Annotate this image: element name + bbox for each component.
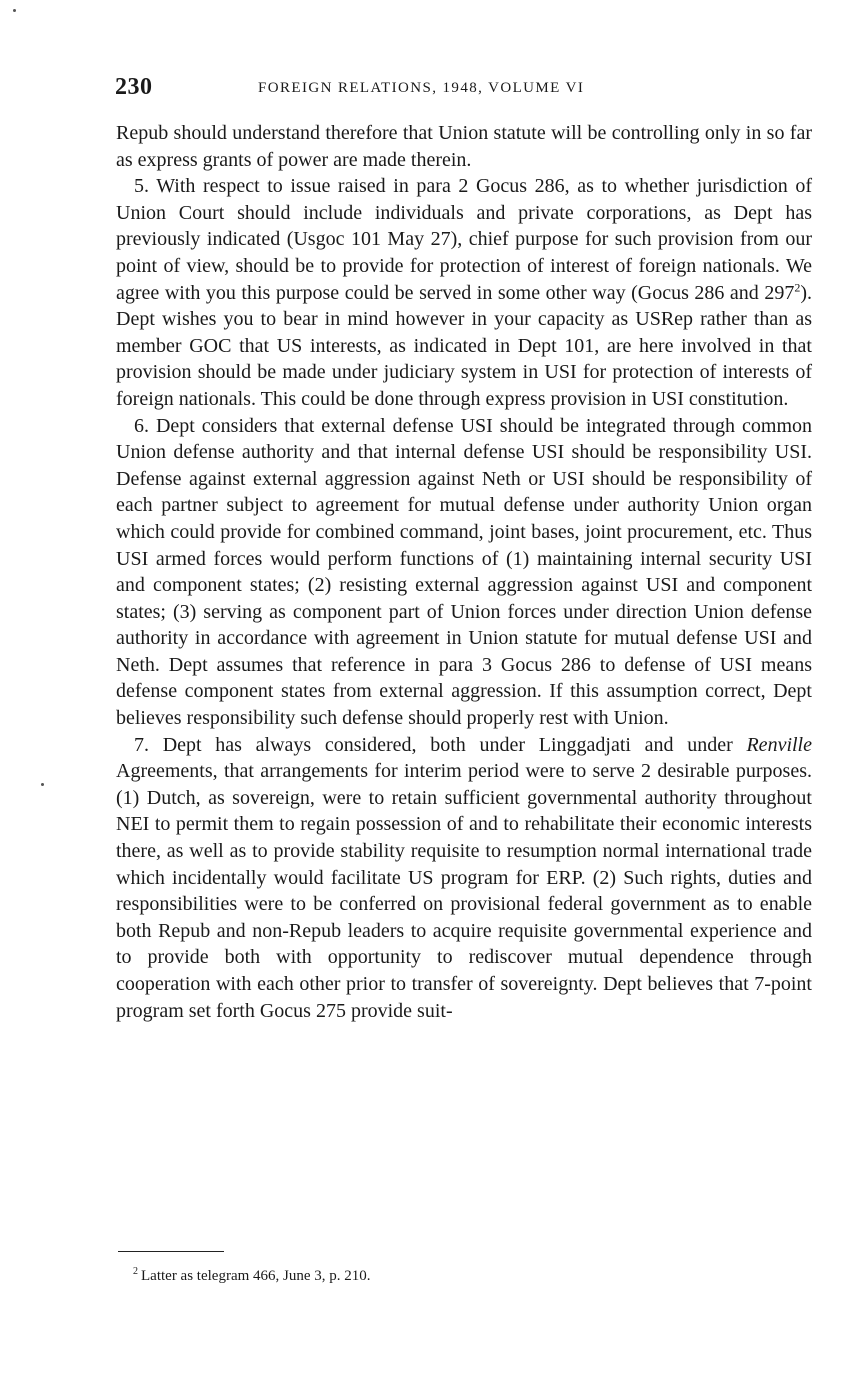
paragraph-7-text-b: Agreements, that arrangements for interim period were to serve 2 desirable purposes. (1) Dutch, as sovereign, were to retain sufficient governmental authority throughout NEI to permit them to regain possession of and to rehabilitate their economic interests there, as well as to provide stability requisite to resumption normal international trade which incidentally would facilitate US program for ERP. (2) Such rights, duties and responsibilities were to be conferred on provisional federal government as to enable both Repub and non-Repub leaders to acquire requisite governmental experience and to provide both with opportunity to rediscover mutual dependence through cooperation with each other prior to transfer of sovereignty. Dept believes that 7-point program set forth Gocus 275 provide suit- — [116, 760, 812, 1022]
body-text — [116, 120, 812, 1024]
footnote-text: Latter as telegram 466, June 3, p. 210. — [141, 1268, 371, 1284]
paragraph-5 — [116, 173, 812, 412]
paragraph-5-text-a: 5. With respect to issue raised in para 2 Gocus 286, as to whether jurisdiction of Union Court should include individuals and private corporations, as Dept has previously indicated (Usgoc 101 May 27), chief purpose for such provision from our point of view, should be to provide for protection of interest of foreign nationals. We agree with you this purpose could be served in some other way (Gocus 286 and 297 — [116, 175, 812, 304]
paragraph-5-text-b: ). Dept wishes you to bear in mind however in your capacity as USRep rather than as member GOC that US interests, as indicated in Dept 101, are here involved in that provision should be made under judiciary system in USI for protection of interests of foreign nationals. This could be done through express provision in USI constitution. — [116, 281, 812, 410]
renville-italic: Renville — [746, 733, 812, 756]
scan-speck — [13, 9, 16, 12]
paragraph-continuation: Repub should understand therefore that Union statute will be controlling only in so far as express grants of power are made therein. — [116, 122, 812, 171]
running-head — [115, 74, 815, 106]
paragraph-7-text-a: 7. Dept has always considered, both under Linggadjati and under — [134, 733, 747, 756]
footnote-divider — [118, 1251, 224, 1252]
page-number: 230 — [115, 74, 153, 100]
paragraph-6: 6. Dept considers that external defense USI should be integrated through common Union defense authority and that internal defense USI should be responsibility USI. Defense against external aggression against Neth or USI should be responsibility of each partner subject to agreement for mutual defense under authority Union organ which could provide for combined command, joint bases, joint procurement, etc. Thus USI armed forces would perform functions of (1) maintaining internal security USI and component states; (2) resisting external aggression against USI and component states; (3) serving as component part of Union forces under direction Union defense authority in accordance with agreement in Union statute for mutual defense USI and Neth. Dept assumes that reference in para 3 Gocus 286 to defense of USI means defense component states from external aggression. If this assumption correct, Dept believes responsibility such defense should properly rest with Union. — [116, 414, 812, 730]
footnote — [133, 1266, 371, 1286]
paragraph-7 — [116, 732, 812, 1025]
footnote-reference: 2 — [794, 279, 801, 294]
scan-speck — [41, 783, 44, 786]
footnote-mark: 2 — [133, 1266, 138, 1277]
running-title: FOREIGN RELATIONS, 1948, VOLUME VI — [258, 80, 585, 96]
